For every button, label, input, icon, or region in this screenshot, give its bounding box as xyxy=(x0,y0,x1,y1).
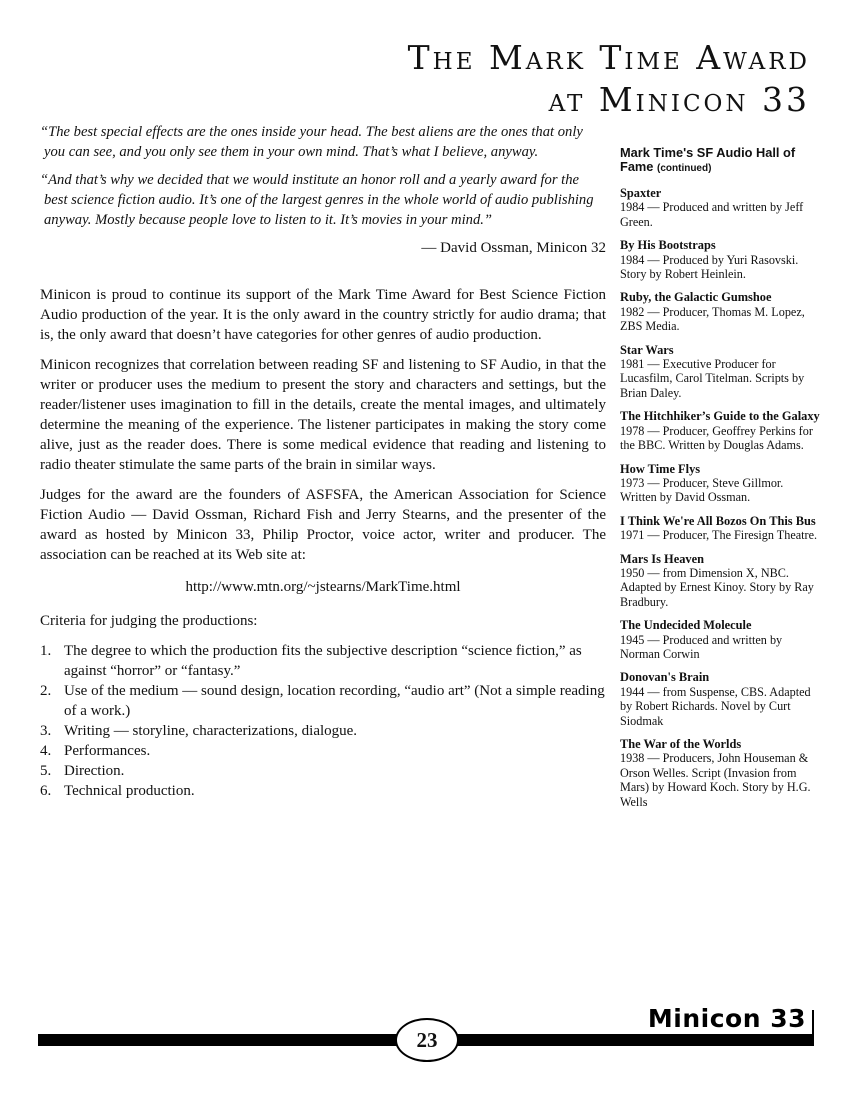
hall-of-fame-entry: The War of the Worlds 1938 — Producers, John Houseman & Orson Welles. Script (Invasion from Mars) by Howard Koch. Story by H.G. Wells xyxy=(620,737,811,809)
criteria-item: 4. Performances. xyxy=(40,743,151,759)
continued-note: (continued) xyxy=(657,163,712,174)
quote-1: “The best special effects are the ones inside your head. The best aliens are the ones that only you can see, and you only see them in your own mind. That’s what I believe, anyway. xyxy=(40,124,583,160)
title-line-1: The Mark Time Award xyxy=(407,38,810,77)
paragraph-2: Minicon recognizes that correlation between reading SF and listening to SF Audio, in that the writer or producer uses the medium to present the story and characters and settings, but the reader/listener uses imagination to fill in the details, create the mental images, and ultimately determine the meaning of the experience. The listener participates in making the story come alive, just as the reader does. There is some medical evidence that reading and listening to radio theater stimulate the same parts of the brain in similar ways. xyxy=(40,357,606,473)
footer-corner-rule xyxy=(806,1010,814,1046)
criteria-item: 2. Use of the medium — sound design, location recording, “audio art” (Not a simple reading of a work.) xyxy=(40,683,605,719)
page-number: 23 xyxy=(395,1018,459,1062)
main-article xyxy=(40,285,606,801)
criteria-list xyxy=(40,641,606,801)
hall-of-fame-entry: How Time Flys 1973 — Producer, Steve Gillmor. Written by David Ossman. xyxy=(620,461,784,505)
opening-quotes xyxy=(40,122,606,258)
website-url[interactable]: http://www.mtn.org/~jstearns/MarkTime.html xyxy=(185,579,461,595)
hall-of-fame-entry: Ruby, the Galactic Gumshoe 1982 — Producer, Thomas M. Lopez, ZBS Media. xyxy=(620,290,805,334)
criteria-item: 3. Writing — storyline, characterizations, dialogue. xyxy=(40,723,358,739)
paragraph-1: Minicon is proud to continue its support of the Mark Time Award for Best Science Fiction Audio production of the year. It is the only award in the country strictly for audio drama; that is, the only award that doesn’t have categories for other genres of audio production. xyxy=(40,287,606,343)
quote-2: “And that’s why we decided that we would institute an honor roll and a yearly award for the best science fiction audio. It’s one of the largest genres in the whole world of audio publishing anyway. Mostly because people love to listen to it. It’s movies in your mind.” xyxy=(40,172,594,228)
hall-of-fame-entry: Donovan's Brain 1944 — from Suspense, CBS. Adapted by Robert Richards. Novel by Curt Siodmak xyxy=(620,670,811,728)
hall-of-fame-entry: Spaxter 1984 — Produced and written by Jeff Green. xyxy=(620,186,804,229)
hall-of-fame-entry: Star Wars 1981 — Executive Producer for Lucasfilm, Carol Titelman. Scripts by Brian Daley. xyxy=(620,342,805,400)
title-line-2: at Minicon 33 xyxy=(548,80,810,119)
hall-of-fame-sidebar xyxy=(620,146,820,818)
paragraph-3: Judges for the award are the founders of ASFSFA, the American Association for Science Fiction Audio — David Ossman, Richard Fish and Jerry Stearns, and the presenter of the award as hosted by Minicon 33, Philip Proctor, voice actor, writer and producer. The association can be reached at its Web site at: xyxy=(40,487,606,563)
hall-of-fame-entry: By His Bootstraps 1984 — Produced by Yuri Rasovski. Story by Robert Heinlein. xyxy=(620,238,799,282)
criteria-item: 5. Direction. xyxy=(40,763,125,779)
hall-of-fame-entry: The Undecided Molecule 1945 — Produced and written by Norman Corwin xyxy=(620,618,783,661)
hall-of-fame-entry: The Hitchhiker’s Guide to the Galaxy 1978 — Producer, Geoffrey Perkins for the BBC. Written by Douglas Adams. xyxy=(620,409,820,453)
hall-of-fame-entry: I Think We're All Bozos On This Bus 1971 — Producer, The Firesign Theatre. xyxy=(620,513,818,543)
criteria-item: 6. Technical production. xyxy=(40,783,195,799)
hall-of-fame-entry: Mars Is Heaven 1950 — from Dimension X, NBC. Adapted by Ernest Kinoy. Story by Ray Bradbury. xyxy=(620,551,814,609)
quote-attribution: — David Ossman, Minicon 32 xyxy=(421,240,606,256)
criteria-intro: Criteria for judging the productions: xyxy=(40,613,258,629)
sidebar-header: Mark Time's SF Audio Hall of Fame (continued) xyxy=(620,145,796,174)
footer-brand: Minicon 33 xyxy=(647,1004,806,1033)
page-title xyxy=(408,38,810,122)
criteria-item: 1. The degree to which the production fits the subjective description “science fiction,” as against “horror” or “fantasy.” xyxy=(40,643,582,679)
